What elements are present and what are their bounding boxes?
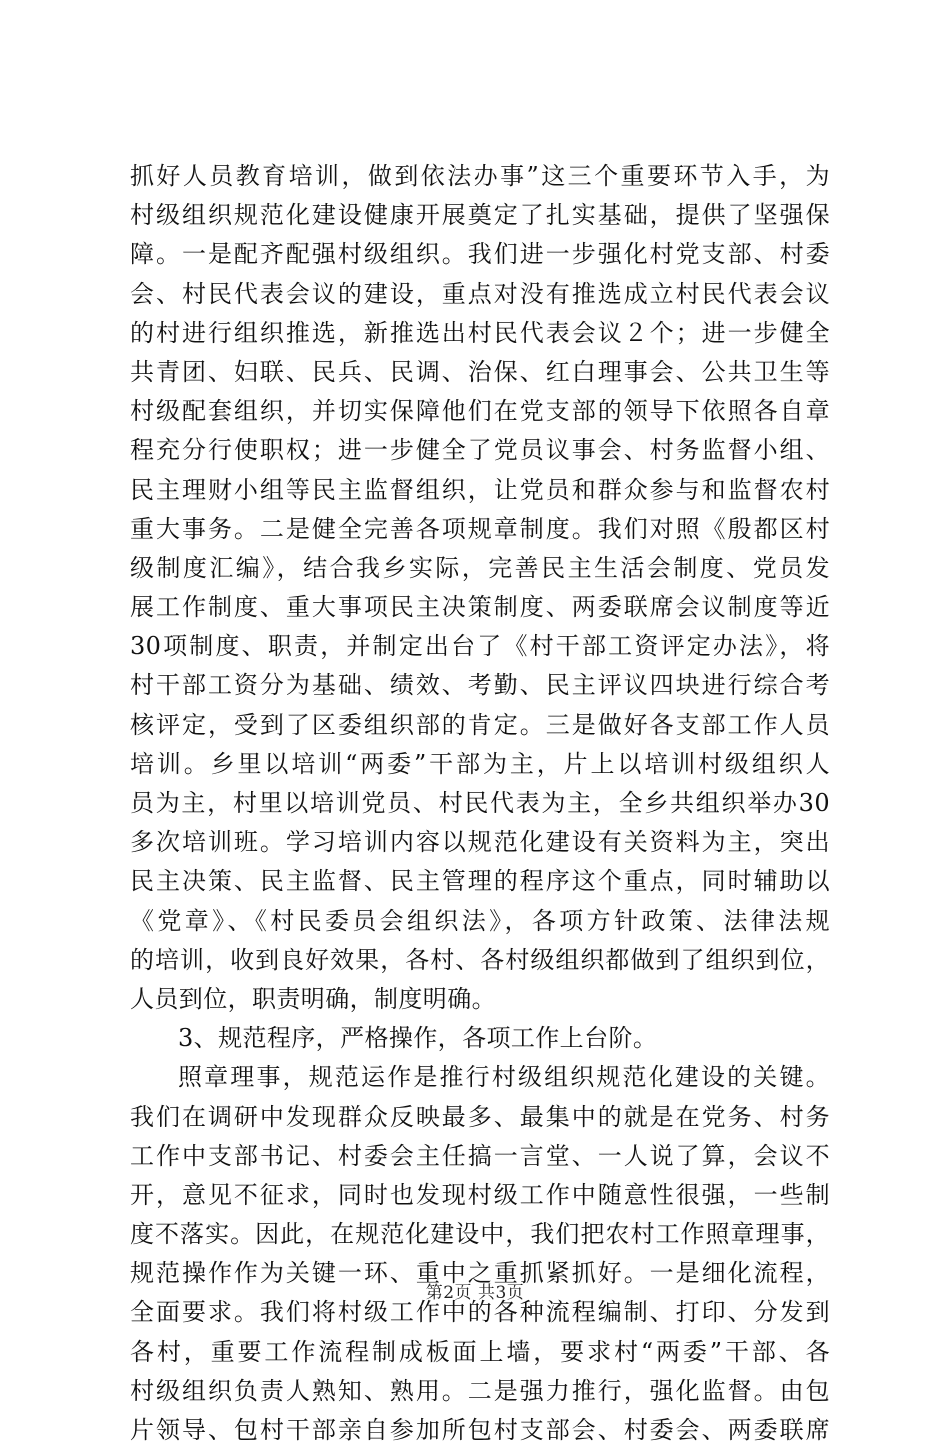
text-line: 片领导、包村干部亲自参加所包村支部会、村委会、两委联席	[130, 1416, 830, 1444]
text-line: 的培训，收到良好效果，各村、各村级组织都做到了组织到位，	[130, 945, 830, 974]
text-line: 员为主，村里以培训党员、村民代表为主，全乡共组织举办30	[130, 789, 830, 817]
text-line: 村级组织规范化建设健康开展奠定了扎实基础，提供了坚强保	[130, 201, 830, 230]
text-line: 3、规范程序，严格操作，各项工作上台阶。	[178, 1024, 658, 1053]
text-line: 我们在调研中发现群众反映最多、最集中的就是在党务、村务	[130, 1102, 830, 1131]
text-line: 村干部工资分为基础、绩效、考勤、民主评议四块进行综合考	[130, 671, 830, 700]
text-line: 各村，重要工作流程制成板面上墙，要求村“两委”干部、各	[130, 1337, 830, 1366]
document-body	[130, 157, 830, 1450]
text-line: 展工作制度、重大事项民主决策制度、两委联席会议制度等近	[130, 593, 830, 622]
text-line: 级制度汇编》，结合我乡实际，完善民主生活会制度、党员发	[130, 553, 830, 582]
text-line: 的村进行组织推选，新推选出村民代表会议２个；进一步健全	[130, 318, 830, 347]
text-line: 全面要求。我们将村级工作中的各种流程编制、打印、分发到	[130, 1298, 830, 1327]
text-line: 村级组织负责人熟知、熟用。二是强力推行，强化监督。由包	[130, 1376, 830, 1405]
text-line: 规范操作作为关键一环、重中之重抓紧抓好。一是细化流程，	[130, 1259, 830, 1288]
text-line: 重大事务。二是健全完善各项规章制度。我们对照《殷都区村	[130, 514, 830, 543]
text-line: 障。一是配齐配强村级组织。我们进一步强化村党支部、村委	[130, 240, 830, 269]
text-line: 《党章》、《村民委员会组织法》，各项方针政策、法律法规	[130, 906, 830, 935]
page-footer: 第2页 共3页	[425, 1283, 525, 1303]
text-line: 照章理事，规范运作是推行村级组织规范化建设的关键。	[178, 1063, 830, 1092]
text-line: 开，意见不征求，同时也发现村级工作中随意性很强，一些制	[130, 1180, 830, 1209]
text-line: 30项制度、职责，并制定出台了《村干部工资评定办法》，将	[130, 632, 830, 661]
text-line: 核评定，受到了区委组织部的肯定。三是做好各支部工作人员	[130, 710, 830, 739]
text-line: 共青团、妇联、民兵、民调、治保、红白理事会、公共卫生等	[130, 357, 830, 386]
text-line: 抓好人员教育培训，做到依法办事”这三个重要环节入手，为	[130, 162, 830, 190]
text-line: 程充分行使职权；进一步健全了党员议事会、村务监督小组、	[130, 436, 830, 465]
text-line: 培训。乡里以培训“两委”干部为主，片上以培训村级组织人	[130, 749, 830, 778]
text-line: 民主理财小组等民主监督组织，让党员和群众参与和监督农村	[130, 475, 830, 504]
text-line: 人员到位，职责明确，制度明确。	[130, 984, 496, 1013]
text-line: 会、村民代表会议的建设，重点对没有推选成立村民代表会议	[130, 279, 830, 308]
text-line: 度不落实。因此，在规范化建设中，我们把农村工作照章理事，	[130, 1220, 830, 1249]
text-line: 村级配套组织，并切实保障他们在党支部的领导下依照各自章	[130, 397, 830, 426]
text-line: 工作中支部书记、村委会主任搞一言堂、一人说了算，会议不	[130, 1141, 830, 1170]
text-line: 多次培训班。学习培训内容以规范化建设有关资料为主，突出	[130, 828, 830, 857]
text-line: 民主决策、民主监督、民主管理的程序这个重点，同时辅助以	[130, 867, 830, 896]
